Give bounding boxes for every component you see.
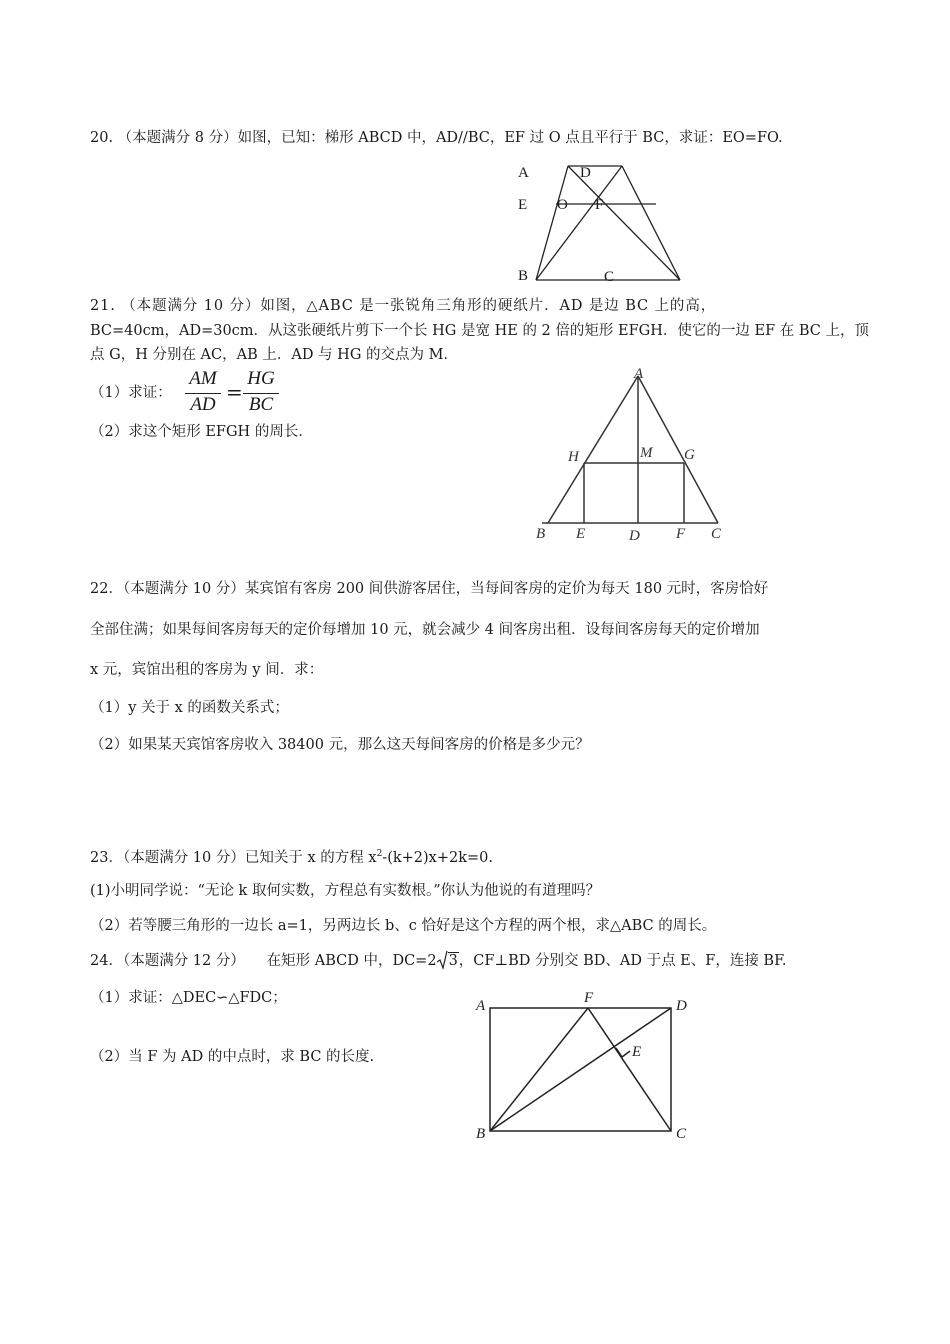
q21-frac-left-den: AD <box>190 394 216 415</box>
q21-fraction-right <box>241 368 281 418</box>
q24-label-C: C <box>676 1126 687 1142</box>
q24-label-E: E <box>632 1044 642 1060</box>
q21-label-G: G <box>684 447 695 463</box>
q21-frac-left-num: AM <box>189 368 217 389</box>
q21-label-D: D <box>629 528 640 544</box>
q24-line1-b: ，CF⊥BD 分别交 BD、AD 于点 E、F，连接 BF. <box>458 953 787 969</box>
q24-label-A: A <box>476 998 486 1014</box>
q20-label-O: O <box>557 197 568 213</box>
q21-equals: = <box>226 380 243 404</box>
q24-label-F: F <box>584 990 594 1006</box>
q24-line1 <box>90 950 787 970</box>
q22-line3: x 元，宾馆出租的客房为 y 间．求： <box>90 662 324 678</box>
q20-label-F: F <box>595 197 604 213</box>
q22-part2: （2）如果某天宾馆客房收入 38400 元，那么这天每间客房的价格是多少元？ <box>90 737 590 753</box>
q23-line1-b: -(k+2)x+2k=0. <box>382 850 493 866</box>
q21-label-H: H <box>568 449 579 465</box>
q20-label-B: B <box>518 268 529 284</box>
q21-frac-right-num: HG <box>247 368 275 389</box>
q24-sqrt <box>437 950 459 970</box>
q24-sqrt-arg: 3 <box>448 953 458 969</box>
q24-part2: （2）当 F 为 AD 的中点时，求 BC 的长度. <box>90 1049 375 1065</box>
q24-part1: （1）求证：△DEC∽△FDC； <box>90 990 287 1006</box>
q22-part1: （1）y 关于 x 的函数关系式； <box>90 700 289 716</box>
q23-part1: (1)小明同学说：“无论 k 取何实数，方程总有实数根。”你认为他说的有道理吗？ <box>90 883 601 899</box>
q23-line1 <box>90 845 493 867</box>
q24-rectangle-figure <box>472 985 702 1154</box>
q22-line1: 22．（本题满分 10 分）某宾馆有客房 200 间供游客居住，当每间客房的定价为每天 180 元时，客房恰好 <box>90 581 769 597</box>
q23-exponent: 2 <box>376 849 383 859</box>
q21-line2: BC=40cm，AD=30cm．从这张硬纸片剪下一个长 HG 是宽 HE 的 2 倍的矩形 EFGH．使它的一边 EF 在 BC 上，顶 <box>90 323 869 339</box>
q21-part1-prefix: （1）求证： <box>90 385 172 401</box>
q20-label-A: A <box>518 165 529 181</box>
q21-label-A: A <box>634 366 644 382</box>
q22-line2: 全部住满；如果每间客房每天的定价每增加 10 元，就会减少 4 间客房出租．设每间客房每天的定价增加 <box>90 622 760 638</box>
q21-label-C: C <box>711 526 722 542</box>
q21-frac-right-den: BC <box>248 394 274 415</box>
q23-line1-a: 23．（本题满分 10 分）已知关于 x 的方程 x <box>90 850 377 866</box>
q21-label-F: F <box>676 526 686 542</box>
q20-label-C: C <box>604 269 615 285</box>
q21-fraction-left <box>183 368 223 418</box>
q24-label-B: B <box>476 1126 486 1142</box>
q24-line1-a: 24．（本题满分 12 分） 在矩形 ABCD 中，DC=2 <box>90 953 437 969</box>
q21-label-E: E <box>576 526 586 542</box>
q21-label-M: M <box>640 445 653 461</box>
q20-trapezoid-figure <box>510 160 700 294</box>
q21-line3: 点 G，H 分别在 AC，AB 上．AD 与 HG 的交点为 M． <box>90 347 458 363</box>
q21-label-B: B <box>536 526 546 542</box>
q23-part2: （2）若等腰三角形的一边长 a=1，另两边长 b、c 恰好是这个方程的两个根，求△ABC 的周长。 <box>90 918 717 934</box>
q20-label-E: E <box>518 197 528 213</box>
q20-text: 20. （本题满分 8 分）如图，已知：梯形 ABCD 中，AD//BC，EF 过 O 点且平行于 BC，求证：EO=FO. <box>90 130 783 146</box>
q21-line1: 21. （本题满分 10 分）如图，△ABC 是一张锐角三角形的硬纸片．AD 是边 BC 上的高， <box>90 298 717 314</box>
q20-label-D: D <box>580 165 591 181</box>
q24-label-D: D <box>676 998 687 1014</box>
q21-part2: （2）求这个矩形 EFGH 的周长． <box>90 424 313 440</box>
q21-triangle-figure <box>528 362 738 551</box>
